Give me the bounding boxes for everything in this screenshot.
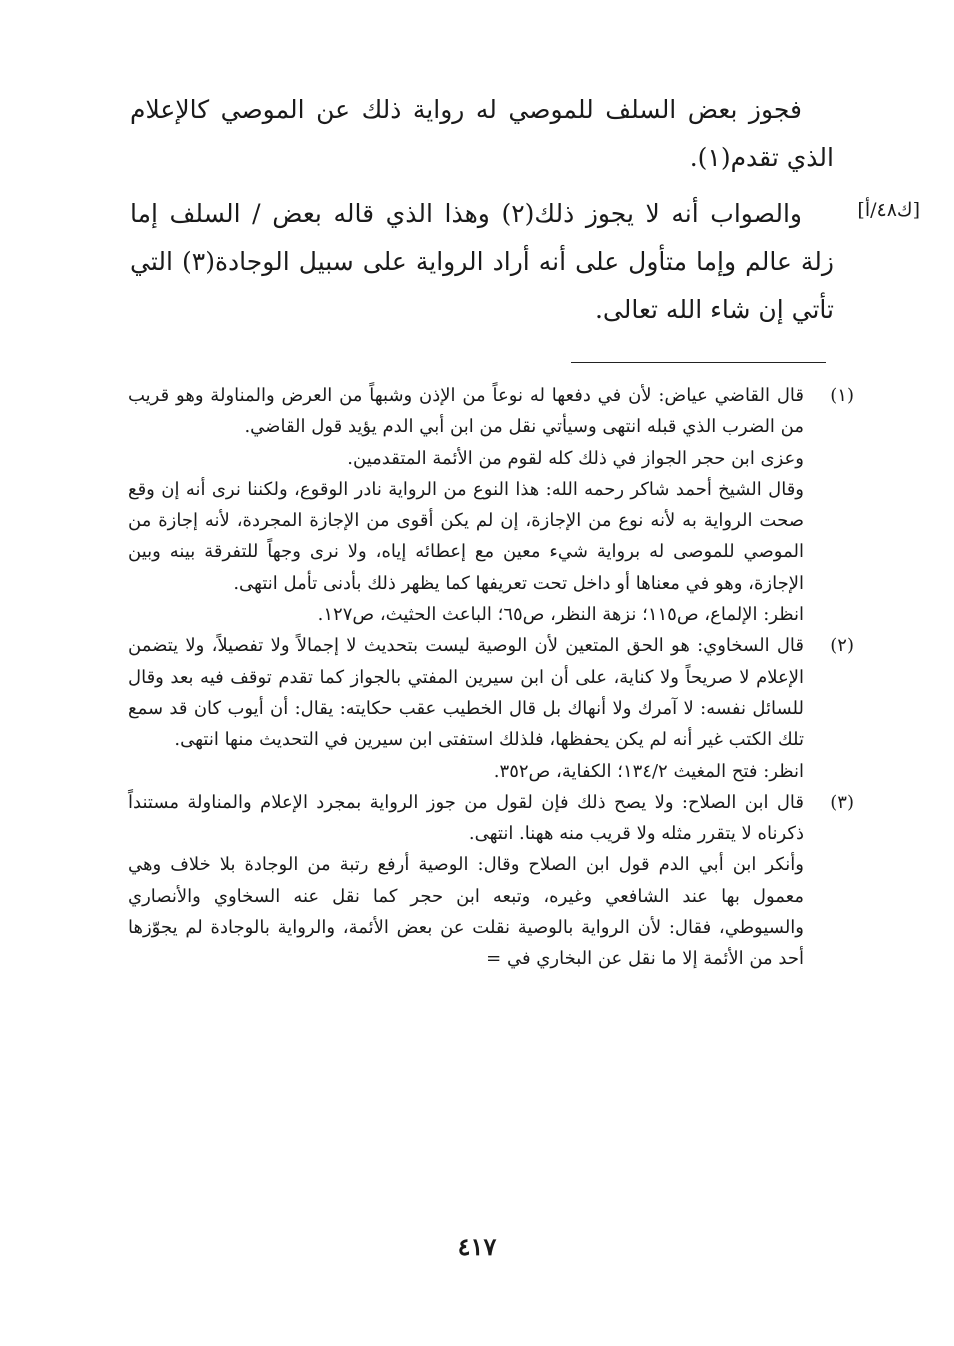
footnote-number: (١) (830, 385, 854, 406)
manuscript-folio-note: [ك٤٨/أ] (857, 199, 920, 221)
footnote-3-line-1: قال ابن الصلاح: ولا يصح ذلك فإن لقول من جوز الرواية بمجرد الإعلام والمناولة مستنداً ذكرناه لا يتقرر مثله ولا قريب منه ههنا. انتهى. (128, 791, 804, 845)
footnote-3-line-2: وأنكر ابن أبي الدم قول ابن الصلاح وقال: الوصية أرفع رتبة من الوجادة بلا خلاف وهي معمول بها عند الشافعي وغيره، وتبعه ابن حجر كما نقل عنه السخاوي والأنصاري والسيوطي، فقال: لأن الرواية بالوصية نقلت عن بعض الأئمة، والرواية بالوجادة لم يجوّزها أحد من الأئمة إلا ما نقل عن البخاري في = (128, 854, 804, 970)
footnote-1-line-1: قال القاضي عياض: لأن في دفعها له نوعاً من الإذن وشبهاً من العرض والمناولة وهو قريب من الضرب الذي قبله انتهى وسيأتي نقل من ابن أبي الدم يؤيد قول القاضي. (128, 385, 804, 438)
main-paragraph-1: فجوز بعض السلف للموصي له رواية ذلك عن الموصي كالإعلام الذي تقدم(١). (130, 95, 834, 172)
footnotes-section (128, 380, 854, 975)
footnote-1-line-3: وقال الشيخ أحمد شاكر رحمه الله: هذا النوع من الرواية نادر الوقوع، ولكننا نرى أنه إن وقع صحت الرواية به لأنه نوع من الإجازة، إن لم يكن أقوى من الإجازة المجردة، لأنه إجازة من الموصي للموصى له برواية شيء معين مع إعطائه إياه، ولا نرى وجهاً للتفرقة بينه وبين الإجازة، وهو في معناها أو داخل تحت تعريفها كما يظهر ذلك بأدنى تأمل انتهى. (128, 478, 804, 594)
main-body-text (130, 86, 834, 342)
footnote-divider (571, 362, 826, 363)
footnote-1-line-2: وعزى ابن حجر الجواز في ذلك كله لقوم من الأئمة المتقدمين. (347, 447, 804, 469)
main-paragraph-2: والصواب أنه لا يجوز ذلك(٢) وهذا الذي قاله بعض / السلف إما زلة عالم وإما متأول على أنه أراد الرواية على سبيل الوجادة(٣) التي تأتي إن شاء الله تعالى. (130, 199, 834, 324)
footnote-1-line-4: انظر: الإلماع، ص١١٥؛ نزهة النظر، ص٦٥؛ الباعث الحثيث، ص١٢٧. (317, 604, 804, 626)
footnote-1 (128, 380, 854, 630)
footnote-2 (128, 630, 854, 786)
footnote-2-line-2: انظر: فتح المغيث ١٣٤/٢؛ الكفاية، ص٣٥٢. (493, 760, 804, 782)
footnote-number: (٢) (830, 635, 854, 657)
footnote-3 (128, 787, 854, 975)
footnote-number: (٣) (830, 791, 854, 813)
footnote-2-line-1: قال السخاوي: هو الحق المتعين لأن الوصية ليست بتحديث لا إجمالاً ولا تفصيلاً، ولا يتضمن الإعلام لا صريحاً ولا كناية، على أن ابن سيرين المفتي بالجواز كما تقدم توقف فيه بعد وقال للسائل نفسه: لا آمرك ولا أنهاك بل قال الخطيب عقب حكايته: يقال: أن أيوب كان قد سمع تلك الكتب غير أنه لم يكن يحفظها، فلذلك استفتى ابن سيرين في التحديث منها انتهى. (128, 635, 804, 751)
page-number: ٤١٧ (457, 1232, 497, 1261)
